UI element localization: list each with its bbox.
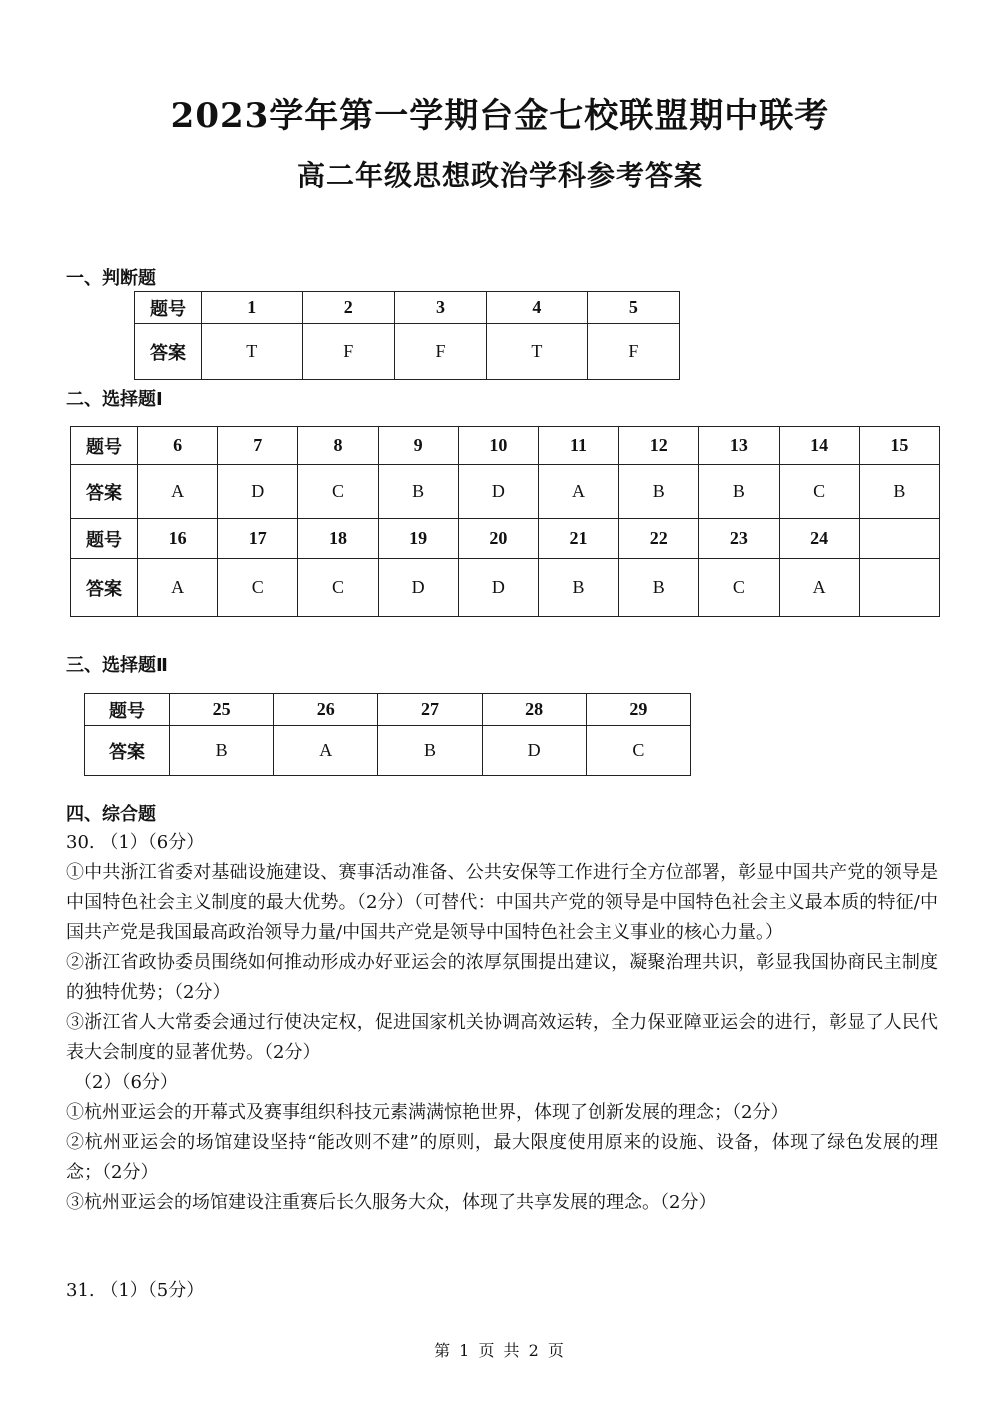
table-cell: 28 [482,694,586,726]
table-cell: 10 [458,427,538,465]
table-cell: B [699,465,779,519]
table-row [71,519,940,559]
table-cell: C [298,559,378,617]
section3-table [84,693,691,776]
table-cell: F [302,324,394,380]
table-row [71,427,940,465]
table-row [71,465,940,519]
table-cell: B [170,726,274,776]
table-cell: 15 [859,427,939,465]
table-cell: 12 [619,427,699,465]
q30-part1-heading: 30. （1）（6分） [66,832,205,853]
table-cell: 18 [298,519,378,559]
table-cell: A [274,726,378,776]
table-cell: B [378,726,482,776]
table-cell: 5 [587,292,679,324]
table-cell [859,519,939,559]
qno-label: 题号 [71,427,138,465]
table-cell: C [699,559,779,617]
table-cell: B [378,465,458,519]
qno-label: 题号 [135,292,202,324]
answer-label: 答案 [71,465,138,519]
table-cell: C [779,465,859,519]
table-cell: 14 [779,427,859,465]
table-cell: D [482,726,586,776]
section2-heading: 二、选择题Ⅰ [66,389,163,410]
q30-answer-1: ①中共浙江省委对基础设施建设、赛事活动准备、公共安保等工作进行全方位部署，彰显中国共产党的领导是中国特色社会主义制度的最大优势。（2分）（可替代：中国共产党的领导是中国特色社会主义最本质的特征/中国共产党是我国最高政治领导力量/中国共产党是领导中国特色社会主义事业的核心力量。） [66,862,938,943]
section1-heading: 一、判断题 [66,268,156,289]
table-cell: 7 [218,427,298,465]
table-cell: 6 [138,427,218,465]
answer-label: 答案 [85,726,170,776]
q30-part2-answer-3: ③杭州亚运会的场馆建设注重赛后长久服务大众，体现了共享发展的理念。（2分） [66,1192,717,1213]
table-cell: A [138,465,218,519]
table-cell: 24 [779,519,859,559]
table-cell: 1 [202,292,303,324]
table-cell: A [138,559,218,617]
table-cell: A [538,465,618,519]
answer-label: 答案 [71,559,138,617]
q30-part2-answer-1: ①杭州亚运会的开幕式及赛事组织科技元素满满惊艳世界，体现了创新发展的理念；（2分） [66,1102,789,1123]
table-cell: 13 [699,427,779,465]
table-cell: 4 [487,292,588,324]
table-row [71,559,940,617]
section2-table [70,426,940,617]
answer-label: 答案 [135,324,202,380]
page-footer: 第 1 页 共 2 页 [434,1341,566,1360]
table-cell: 25 [170,694,274,726]
table-cell: 2 [302,292,394,324]
document-title: 2023学年第一学期台金七校联盟期中联考 [170,96,830,136]
qno-label: 题号 [85,694,170,726]
table-cell: D [458,559,538,617]
table-cell: 9 [378,427,458,465]
table-row [85,694,691,726]
q30-part2-heading: （2）（6分） [74,1072,178,1093]
table-row [85,726,691,776]
table-cell: 26 [274,694,378,726]
table-cell: 3 [394,292,486,324]
table-cell: T [487,324,588,380]
table-row [135,292,680,324]
q30-answer-2: ②浙江省政协委员围绕如何推动形成办好亚运会的浓厚氛围提出建议，凝聚治理共识，彰显我国协商民主制度的独特优势；（2分） [66,952,938,1003]
table-cell: 20 [458,519,538,559]
table-cell: 27 [378,694,482,726]
table-cell: T [202,324,303,380]
section4-heading: 四、综合题 [66,804,156,825]
table-cell: 23 [699,519,779,559]
section1-table [134,291,680,380]
table-cell: A [779,559,859,617]
table-cell: D [458,465,538,519]
section3-heading: 三、选择题Ⅱ [66,655,168,676]
table-cell: D [378,559,458,617]
table-cell: B [538,559,618,617]
table-cell: B [619,559,699,617]
table-cell: B [859,465,939,519]
table-cell: 19 [378,519,458,559]
table-cell: 17 [218,519,298,559]
table-cell: B [619,465,699,519]
q30-part2-answer-2: ②杭州亚运会的场馆建设坚持“能改则不建”的原则，最大限度使用原来的设施、设备，体现了绿色发展的理念；（2分） [66,1132,938,1183]
table-cell: 22 [619,519,699,559]
table-cell [859,559,939,617]
table-cell: C [298,465,378,519]
table-cell: F [394,324,486,380]
table-cell: C [218,559,298,617]
q31-heading: 31. （1）（5分） [66,1280,205,1301]
table-cell: 11 [538,427,618,465]
table-cell: F [587,324,679,380]
table-cell: D [218,465,298,519]
table-cell: 21 [538,519,618,559]
table-cell: 29 [586,694,690,726]
table-cell: 8 [298,427,378,465]
section4-body [66,828,938,1218]
table-cell: 16 [138,519,218,559]
table-row [135,324,680,380]
table-cell: C [586,726,690,776]
q30-answer-3: ③浙江省人大常委会通过行使决定权，促进国家机关协调高效运转，全力保亚障亚运会的进行，彰显了人民代表大会制度的显著优势。（2分） [66,1012,938,1063]
qno-label: 题号 [71,519,138,559]
document-subtitle: 高二年级思想政治学科参考答案 [296,159,703,192]
